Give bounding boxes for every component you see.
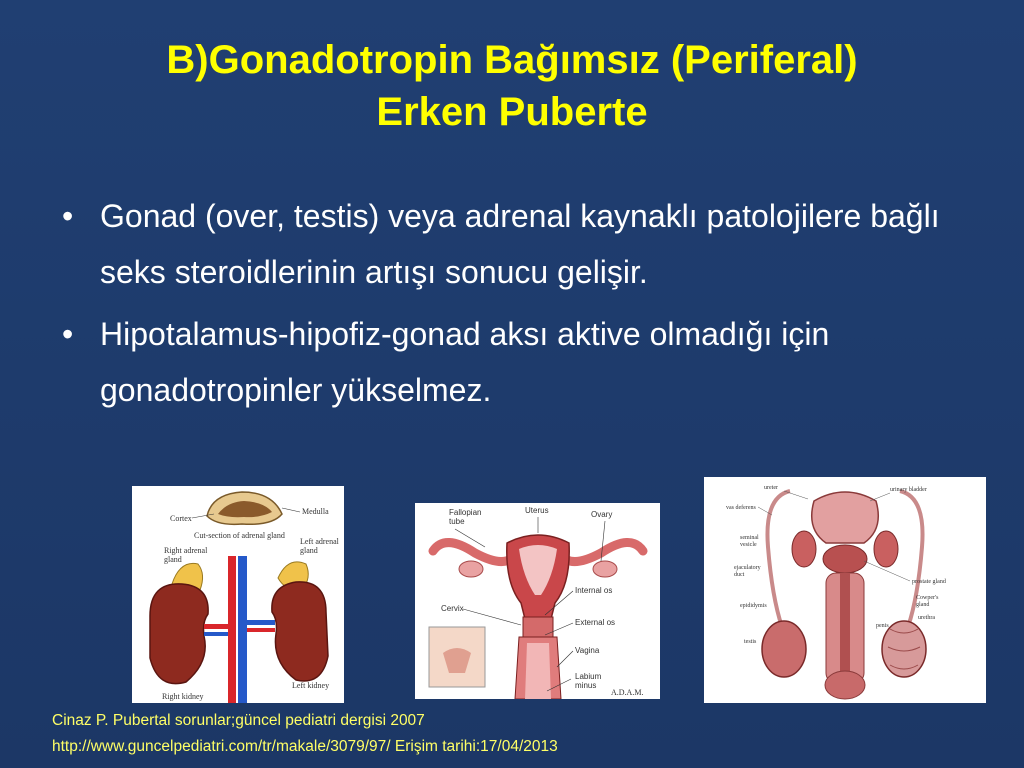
bullet-marker: • [62, 198, 74, 234]
seminal-vesicle-right [874, 531, 898, 567]
label-right-kidney: Right kidney [162, 692, 204, 701]
bullet-text: Gonad (over, testis) veya adrenal kaynaklı patolojilere bağlı seks steroidlerinin artışı sonucu gelişir. [100, 198, 940, 290]
citation-line-1: Cinaz P. Pubertal sorunlar;güncel pediatri dergisi 2007 [52, 712, 425, 729]
prostate [823, 545, 867, 573]
label-uterus: Uterus [525, 506, 549, 515]
label-cowpers-2: gland [916, 602, 930, 608]
label-fallopian-2: tube [449, 517, 465, 526]
label-prostate: prostate gland [912, 579, 946, 585]
label-medulla: Medulla [302, 507, 329, 516]
glans [825, 671, 865, 699]
testis-left [762, 621, 806, 677]
title-line-1: B)Gonadotropin Bağımsız (Periferal) [166, 38, 858, 82]
right-kidney [150, 584, 208, 684]
label-cortex: Cortex [170, 514, 192, 523]
label-seminal-1: seminal [740, 535, 759, 541]
bullet-item [62, 188, 942, 300]
uterus-figure [415, 503, 660, 699]
label-ejaculatory-2: duct [734, 572, 745, 578]
label-labium-2: minus [575, 681, 597, 690]
seminal-vesicle-left [792, 531, 816, 567]
bullet-marker: • [62, 316, 74, 352]
label-cut-section: Cut-section of adrenal gland [194, 531, 285, 540]
left-vas-deferens [767, 491, 790, 627]
bullet-text: Hipotalamus-hipofiz-gonad aksı aktive olmadığı için gonadotropinler yükselmez. [100, 316, 830, 408]
label-vagina: Vagina [575, 646, 600, 655]
bullet-list [62, 188, 942, 424]
label-internal-os: Internal os [575, 586, 613, 595]
citation [52, 708, 558, 760]
label-testis: testis [744, 639, 757, 645]
label-labium-1: Labium [575, 672, 602, 681]
vena-cava [238, 556, 247, 703]
left-kidney [272, 582, 328, 681]
left-ovary [459, 561, 483, 577]
adrenal-kidney-figure [132, 486, 344, 703]
right-ovary [593, 561, 617, 577]
label-penis: penis [876, 623, 889, 629]
label-cervix: Cervix [441, 604, 464, 613]
label-left-adrenal-2: gland [300, 546, 318, 555]
label-ureter: ureter [764, 485, 778, 491]
label-epididymis: epididymis [740, 603, 767, 609]
male-reproductive-figure [704, 477, 986, 703]
uterus-illustration [415, 503, 660, 699]
adam-logo: A.D.A.M. [611, 688, 644, 697]
adrenal-kidney-illustration [132, 486, 344, 703]
label-external-os: External os [575, 618, 616, 627]
label-ovary: Ovary [591, 510, 613, 519]
label-seminal-2: vesicle [740, 542, 757, 548]
label-left-kidney: Left kidney [292, 681, 330, 690]
label-urinary-bladder: urinary bladder [890, 487, 927, 493]
title-line-2: Erken Puberte [376, 90, 648, 134]
label-fallopian-1: Fallopian [449, 508, 482, 517]
slide-title [40, 34, 984, 138]
label-right-adrenal-2: gland [164, 555, 182, 564]
bullet-item [62, 306, 942, 418]
citation-line-2: http://www.guncelpediatri.com/tr/makale/3079/97/ Erişim tarihi:17/04/2013 [52, 738, 558, 755]
male-reproductive-illustration [704, 477, 986, 703]
urinary-bladder [812, 492, 879, 543]
label-right-adrenal-1: Right adrenal [164, 546, 208, 555]
label-vas-deferens: vas deferens [726, 505, 756, 511]
label-left-adrenal-1: Left adrenal [300, 537, 339, 546]
label-urethra: urethra [918, 615, 935, 621]
label-cowpers-1: Cowper's [916, 595, 939, 601]
left-fallopian-tube [433, 542, 515, 561]
label-ejaculatory-1: ejaculatory [734, 565, 761, 571]
aorta [228, 556, 236, 703]
